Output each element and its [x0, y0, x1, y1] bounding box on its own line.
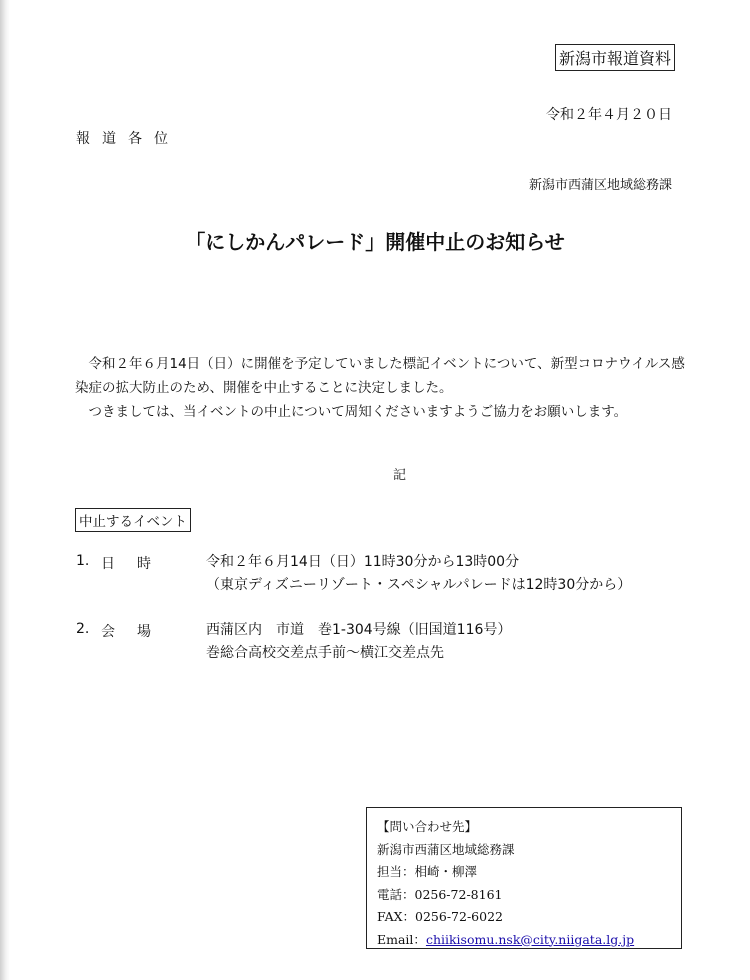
- item-number-2: 2.: [76, 621, 90, 637]
- item-value-venue: [206, 619, 511, 665]
- contact-email-row: [377, 929, 671, 952]
- body-text: [75, 352, 685, 424]
- contact-department: 新潟市西蒲区地域総務課: [377, 841, 515, 857]
- ki-marker: 記: [393, 468, 407, 483]
- page-edge-shadow: [0, 0, 10, 980]
- issuing-department: 新潟市西蒲区地域総務課: [528, 178, 672, 193]
- press-release-label: 新潟市報道資料: [555, 44, 675, 71]
- issue-date: 令和２年４月２０日: [546, 107, 672, 123]
- contact-heading: 【問い合わせ先】: [377, 819, 478, 834]
- body-paragraph-1: 令和２年６月14日（日）に開催を予定していました標記イベントについて、新型コロナウイルス感染症の拡大防止のため、開催を中止することに決定しました。: [75, 356, 685, 396]
- addressee: 報道各位: [76, 131, 180, 147]
- contact-fax: FAX：0256-72-6022: [377, 909, 503, 924]
- venue-line-1: 西蒲区内 市道 巻1-304号線（旧国道116号）: [206, 622, 512, 638]
- contact-email-label: Email：: [377, 931, 426, 947]
- item-heading-venue: 会場: [101, 624, 173, 640]
- cancel-event-label: 中止するイベント: [75, 508, 191, 532]
- datetime-line-2: （東京ディズニーリゾート・スペシャルパレードは12時30分から）: [206, 577, 632, 593]
- contact-email-link[interactable]: chiikisomu.nsk@city.niigata.lg.jp: [425, 931, 635, 947]
- document-title: 「にしかんパレード」開催中止のお知らせ: [185, 230, 565, 254]
- item-heading-datetime: 日時: [101, 556, 173, 572]
- contact-person: 担当：相崎・柳澤: [377, 864, 478, 879]
- body-paragraph-2: つきましては、当イベントの中止について周知くださいますようご協力をお願いします。: [88, 404, 628, 420]
- venue-line-2: 巻総合高校交差点手前～横江交差点先: [206, 645, 444, 661]
- contact-box: [366, 807, 682, 949]
- datetime-line-1: 令和２年６月14日（日）11時30分から13時00分: [206, 554, 520, 570]
- contact-phone: 電話：0256-72-8161: [377, 886, 503, 902]
- item-value-datetime: [206, 551, 631, 597]
- item-number-1: 1.: [76, 553, 90, 569]
